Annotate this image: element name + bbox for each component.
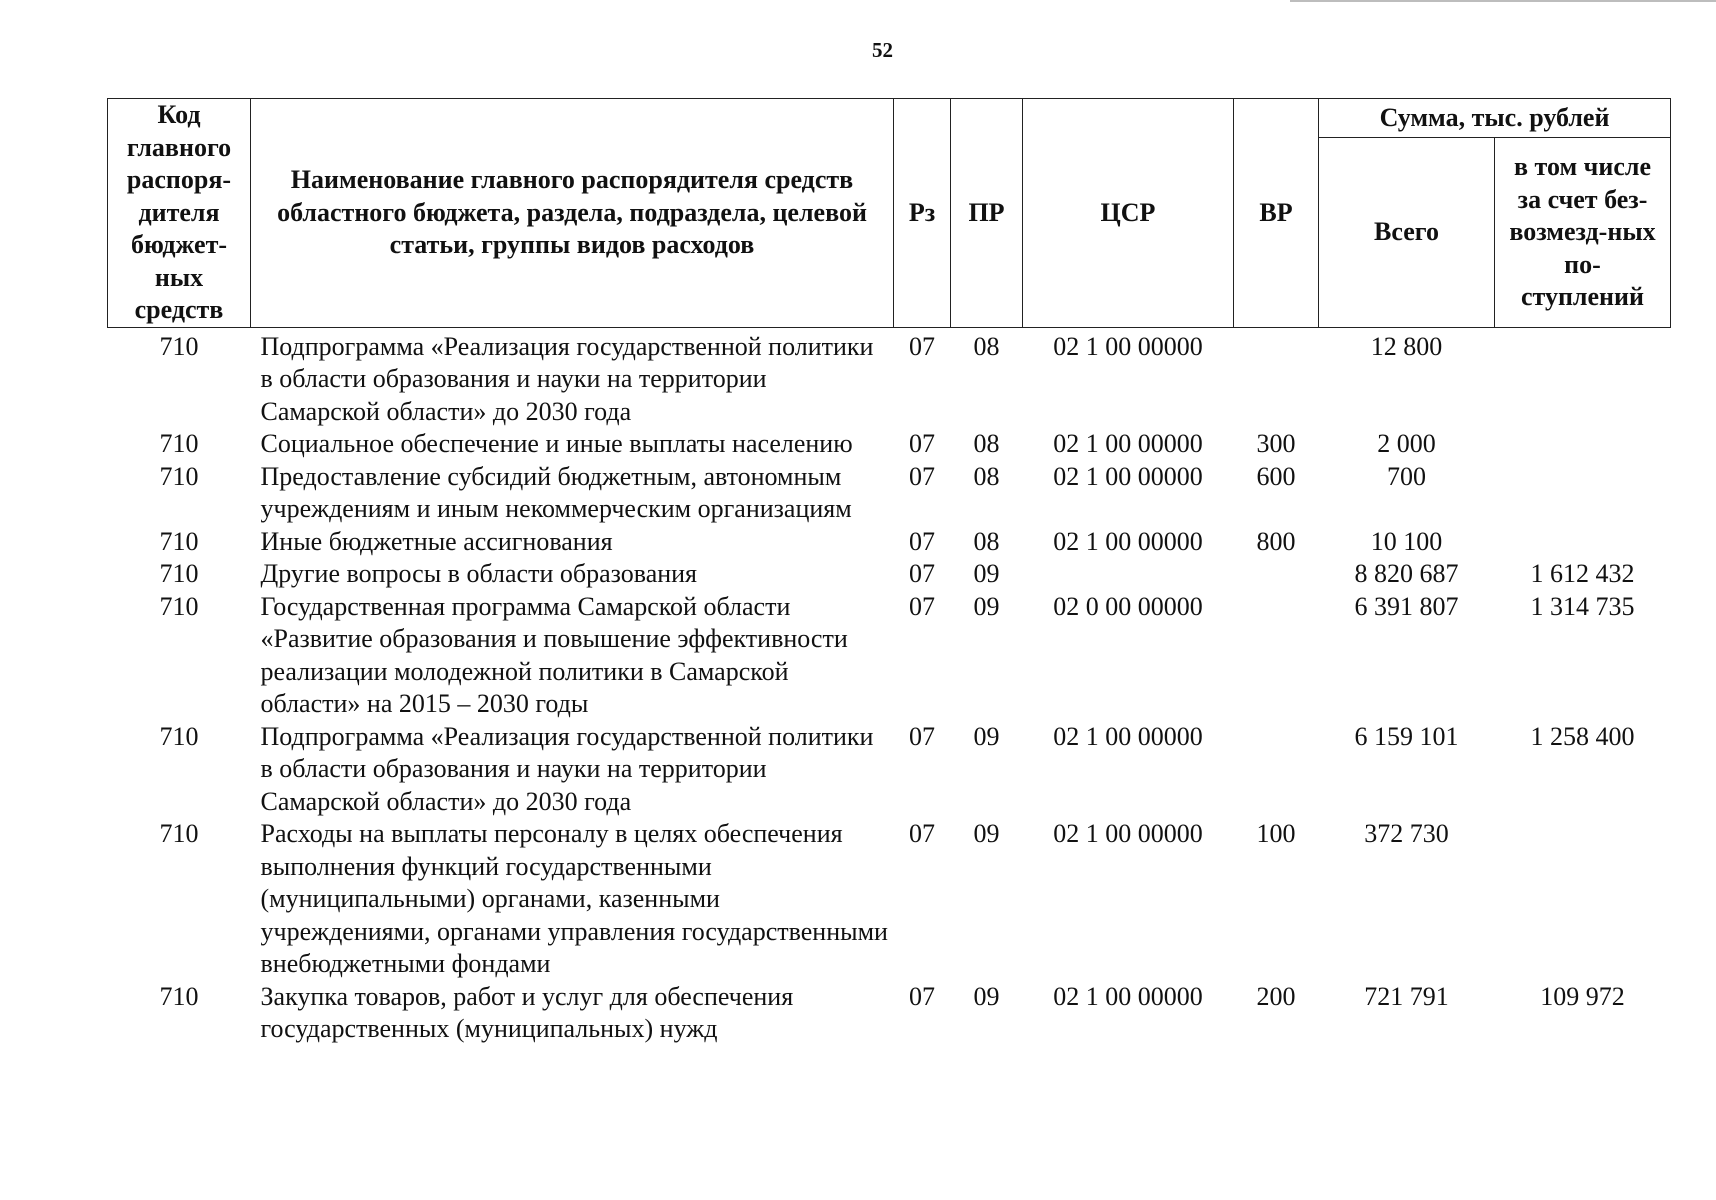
cell-pr: 08 (973, 331, 1000, 361)
table-row (108, 558, 1671, 591)
cell-pr: 09 (973, 721, 1000, 751)
cell-pr: 09 (973, 559, 1000, 588)
cell-total: 6 391 807 (1354, 591, 1459, 621)
cell-name: Закупка товаров, работ и услуг для обеспечения государственных (муниципальных) нужд (260, 981, 794, 1043)
table-body (108, 327, 1671, 1046)
cell-total: 10 100 (1370, 526, 1443, 556)
cell-free: 109 972 (1540, 981, 1625, 1011)
page-number-area (0, 38, 1716, 68)
header-rz: Рз (894, 99, 951, 328)
cell-total: 372 730 (1364, 819, 1449, 848)
cell-free (1495, 327, 1671, 428)
cell-pr: 08 (973, 429, 1000, 458)
cell-code: 710 (159, 591, 199, 621)
cell-code: 710 (159, 981, 199, 1011)
cell-rz: 07 (909, 526, 935, 556)
cell-csr: 02 1 00 00000 (1053, 819, 1203, 848)
cell-rz: 07 (909, 559, 935, 588)
cell-total: 8 820 687 (1354, 559, 1459, 588)
cell-rz: 07 (909, 429, 935, 458)
cell-csr: 02 1 00 00000 (1053, 331, 1203, 361)
cell-name: Другие вопросы в области образования (260, 559, 698, 588)
cell-rz: 07 (909, 591, 935, 621)
budget-table (107, 98, 1671, 1046)
header-name: Наименование главного распорядителя средств областного бюджета, раздела, подраздела, целевой статьи, группы видов расходов (251, 99, 894, 328)
cell-csr: 02 1 00 00000 (1053, 526, 1203, 556)
cell-pr: 08 (973, 526, 1000, 556)
header-vr: ВР (1234, 99, 1319, 328)
cell-rz: 07 (909, 721, 935, 751)
cell-csr: 02 1 00 00000 (1053, 981, 1203, 1011)
table-row (108, 461, 1671, 526)
cell-name: Расходы на выплаты персоналу в целях обеспечения выполнения функций государственными (муниципальными) органами, казенными учреждениями, органами управления государственными внебюджетными фондами (260, 819, 888, 978)
cell-pr: 09 (973, 981, 1000, 1011)
cell-name: Социальное обеспечение и иные выплаты населению (260, 429, 853, 458)
cell-csr (1023, 558, 1234, 591)
cell-name: Иные бюджетные ассигнования (260, 526, 613, 556)
cell-csr: 02 1 00 00000 (1053, 429, 1203, 458)
page-number: 52 (872, 38, 893, 62)
cell-vr: 100 (1256, 819, 1296, 848)
cell-name: Государственная программа Самарской области «Развитие образования и повышение эффективности реализации молодежной политики в Самарской области» на 2015 – 2030 годы (260, 591, 848, 718)
cell-code: 710 (159, 429, 199, 458)
cell-pr: 09 (973, 591, 1000, 621)
cell-total: 6 159 101 (1354, 721, 1459, 751)
cell-code: 710 (159, 526, 199, 556)
cell-code: 710 (159, 819, 199, 848)
table-row (108, 981, 1671, 1046)
cell-total: 2 000 (1377, 429, 1436, 458)
cell-code: 710 (159, 331, 199, 361)
cell-rz: 07 (909, 981, 935, 1011)
table-row (108, 818, 1671, 981)
cell-vr (1234, 591, 1319, 721)
cell-rz: 07 (909, 331, 935, 361)
cell-free: 1 258 400 (1530, 721, 1635, 751)
cell-name: Подпрограмма «Реализация государственной политики в области образования и науки на территории Самарской области» до 2030 года (260, 331, 874, 426)
cell-pr: 09 (973, 819, 1000, 848)
cell-vr: 800 (1256, 526, 1296, 556)
cell-csr: 02 0 00 00000 (1053, 591, 1203, 621)
header-sum: Сумма, тыс. рублей (1319, 99, 1671, 138)
header-pr: ПР (951, 99, 1023, 328)
cell-free (1495, 818, 1671, 981)
cell-rz: 07 (909, 819, 935, 848)
cell-vr (1234, 327, 1319, 428)
header-code: Код главного распоря-дителя бюджет-ных средств (108, 99, 251, 328)
cell-code: 710 (159, 559, 199, 588)
cell-vr: 600 (1256, 461, 1296, 491)
table-row (108, 526, 1671, 559)
cell-free (1495, 428, 1671, 461)
cell-free (1495, 461, 1671, 526)
table-row (108, 428, 1671, 461)
cell-total: 721 791 (1364, 981, 1449, 1011)
table-row (108, 721, 1671, 819)
cell-rz: 07 (909, 461, 935, 491)
header-csr: ЦСР (1023, 99, 1234, 328)
cell-vr: 200 (1256, 981, 1296, 1011)
cell-vr (1234, 558, 1319, 591)
table-row (108, 591, 1671, 721)
cell-vr (1234, 721, 1319, 819)
header-total: Всего (1319, 138, 1495, 328)
scan-artifact-line (1290, 0, 1716, 2)
cell-name: Предоставление субсидий бюджетным, автономным учреждениям и иным некоммерческим организациям (260, 461, 852, 523)
cell-csr: 02 1 00 00000 (1053, 721, 1203, 751)
cell-name: Подпрограмма «Реализация государственной политики в области образования и науки на территории Самарской области» до 2030 года (260, 721, 874, 816)
cell-free: 1 612 432 (1530, 559, 1635, 588)
header-free: в том числе за счет без-возмезд-ных по-ступлений (1495, 138, 1671, 328)
cell-code: 710 (159, 721, 199, 751)
cell-free (1495, 526, 1671, 559)
cell-free: 1 314 735 (1530, 591, 1635, 621)
cell-total: 700 (1387, 461, 1426, 491)
cell-vr: 300 (1256, 429, 1296, 458)
cell-pr: 08 (973, 461, 1000, 491)
cell-total: 12 800 (1370, 331, 1443, 361)
table-row (108, 327, 1671, 428)
table-header (108, 99, 1671, 328)
cell-code: 710 (159, 461, 199, 491)
cell-csr: 02 1 00 00000 (1053, 461, 1203, 491)
